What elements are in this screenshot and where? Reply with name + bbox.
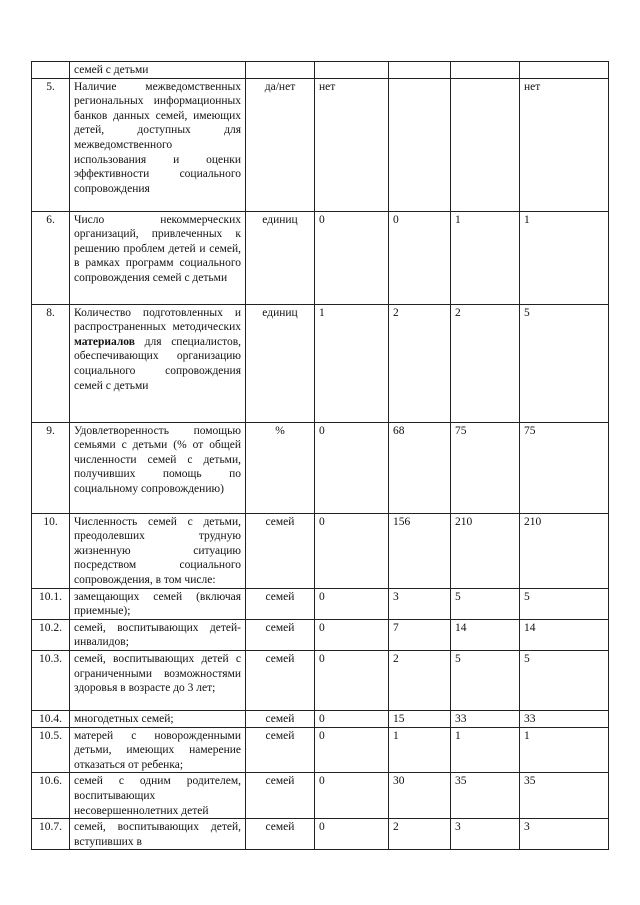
table-row [32, 211, 609, 304]
value-cell: 3 [520, 819, 609, 850]
value-cell [315, 62, 389, 79]
table-row [32, 78, 609, 211]
table-row [32, 619, 609, 650]
indicator-name: Численность семей с детьми, преодолевших трудную жизненную ситуацию посредством социального сопровождения, в том числе: [70, 513, 246, 588]
value-cell: 68 [389, 422, 451, 513]
value-cell: 5 [520, 588, 609, 619]
indicator-name-bold: материалов [74, 335, 135, 348]
value-cell: 1 [315, 304, 389, 422]
value-cell: 15 [389, 710, 451, 727]
unit-cell: семей [246, 619, 315, 650]
row-number: 10.4. [32, 710, 70, 727]
value-cell: 2 [389, 650, 451, 710]
value-cell: 5 [451, 650, 520, 710]
table-row [32, 513, 609, 588]
value-cell: 0 [315, 513, 389, 588]
row-number: 5. [32, 78, 70, 211]
table-row [32, 773, 609, 819]
indicator-name: семей с детьми [70, 62, 246, 79]
value-cell: 30 [389, 773, 451, 819]
table-row [32, 650, 609, 710]
unit-cell: единиц [246, 304, 315, 422]
value-cell: 2 [389, 304, 451, 422]
value-cell: 210 [520, 513, 609, 588]
value-cell: 210 [451, 513, 520, 588]
value-cell: 0 [315, 650, 389, 710]
table-row [32, 422, 609, 513]
value-cell: 3 [389, 588, 451, 619]
row-number: 10.1. [32, 588, 70, 619]
indicators-table [31, 61, 609, 850]
row-number: 8. [32, 304, 70, 422]
value-cell: 5 [451, 588, 520, 619]
value-cell: 14 [520, 619, 609, 650]
table-row [32, 588, 609, 619]
value-cell: 14 [451, 619, 520, 650]
value-cell: 1 [451, 211, 520, 304]
value-cell: 0 [315, 819, 389, 850]
value-cell [389, 78, 451, 211]
unit-cell: единиц [246, 211, 315, 304]
table-row [32, 819, 609, 850]
row-number: 10.5. [32, 727, 70, 773]
table-row [32, 62, 609, 79]
unit-cell: семей [246, 819, 315, 850]
value-cell: 7 [389, 619, 451, 650]
unit-cell: семей [246, 588, 315, 619]
indicator-name: семей с одним родителем, воспитывающих несовершеннолетних детей [70, 773, 246, 819]
indicator-name: многодетных семей; [70, 710, 246, 727]
value-cell: 5 [520, 304, 609, 422]
indicator-name: Наличие межведомственных региональных информационных банков данных семей, имеющих детей, доступных для межведомственного использования и оценки эффективности социального сопровождения [70, 78, 246, 211]
unit-cell: семей [246, 650, 315, 710]
indicator-name: Удовлетворенность помощью семьями с детьми (% от общей численности семей с детьми, получивших помощь по социальному сопровождению) [70, 422, 246, 513]
value-cell: 0 [315, 619, 389, 650]
row-number: 10. [32, 513, 70, 588]
value-cell: 0 [315, 710, 389, 727]
unit-cell: да/нет [246, 78, 315, 211]
value-cell: нет [315, 78, 389, 211]
unit-cell: семей [246, 773, 315, 819]
value-cell: 33 [451, 710, 520, 727]
value-cell: 1 [451, 727, 520, 773]
indicator-name: замещающих семей (включая приемные); [70, 588, 246, 619]
value-cell: 35 [520, 773, 609, 819]
row-number: 10.6. [32, 773, 70, 819]
indicator-name-part: Количество подготовленных и распространенных методических [74, 306, 241, 334]
value-cell: 2 [451, 304, 520, 422]
value-cell: 1 [520, 727, 609, 773]
unit-cell: % [246, 422, 315, 513]
indicator-name: семей, воспитывающих детей с ограниченными возможностями здоровья в возрасте до 3 лет; [70, 650, 246, 710]
row-number: 10.7. [32, 819, 70, 850]
value-cell: 1 [389, 727, 451, 773]
value-cell: 1 [520, 211, 609, 304]
value-cell [389, 62, 451, 79]
value-cell [520, 62, 609, 79]
value-cell: 0 [315, 773, 389, 819]
table-row [32, 710, 609, 727]
table-row [32, 304, 609, 422]
value-cell: 3 [451, 819, 520, 850]
value-cell: 75 [451, 422, 520, 513]
indicator-name: Число некоммерческих организаций, привлеченных к решению проблем детей и семей, в рамках программ социального сопровождения семей с детьми [70, 211, 246, 304]
value-cell [451, 62, 520, 79]
indicator-name: семей, воспитывающих детей, вступивших в [70, 819, 246, 850]
indicator-name: матерей с новорожденными детьми, имеющих намерение отказаться от ребенка; [70, 727, 246, 773]
value-cell: 0 [315, 588, 389, 619]
table-row [32, 727, 609, 773]
row-number: 10.2. [32, 619, 70, 650]
row-number: 10.3. [32, 650, 70, 710]
value-cell: 33 [520, 710, 609, 727]
value-cell: 5 [520, 650, 609, 710]
indicator-name: семей, воспитывающих детей-инвалидов; [70, 619, 246, 650]
unit-cell: семей [246, 727, 315, 773]
value-cell: 2 [389, 819, 451, 850]
row-number [32, 62, 70, 79]
row-number: 6. [32, 211, 70, 304]
indicator-name [70, 304, 246, 422]
unit-cell: семей [246, 710, 315, 727]
value-cell: 0 [315, 211, 389, 304]
value-cell: нет [520, 78, 609, 211]
value-cell [451, 78, 520, 211]
value-cell: 75 [520, 422, 609, 513]
value-cell: 0 [389, 211, 451, 304]
value-cell: 35 [451, 773, 520, 819]
value-cell: 0 [315, 422, 389, 513]
row-number: 9. [32, 422, 70, 513]
indicator-name-part: для специалистов, обеспечивающих организацию социального сопровождения семей с детьми [74, 335, 241, 392]
unit-cell: семей [246, 513, 315, 588]
value-cell: 156 [389, 513, 451, 588]
value-cell: 0 [315, 727, 389, 773]
unit-cell [246, 62, 315, 79]
